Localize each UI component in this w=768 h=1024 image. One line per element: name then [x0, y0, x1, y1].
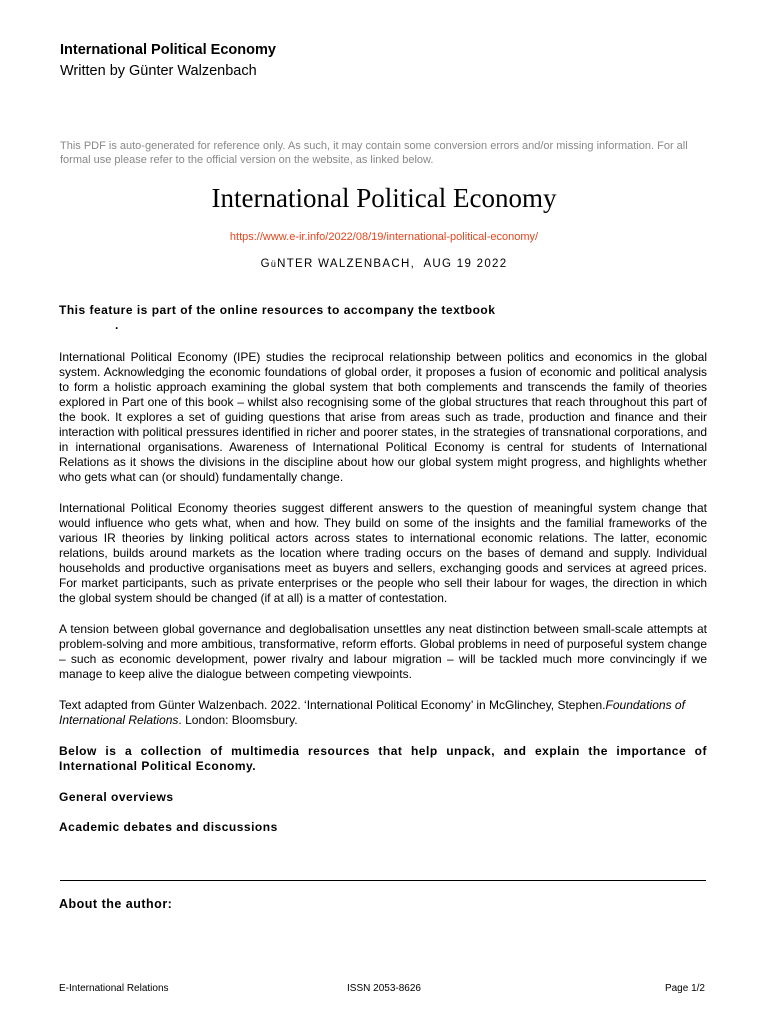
article-byline: [0, 258, 768, 270]
citation-book-title: Foundations of International Relations: [59, 698, 685, 727]
footer-issn: ISSN 2053-8626: [347, 983, 421, 994]
about-author-heading: About the author:: [59, 897, 173, 911]
byline-date: AUG 19 2022: [423, 258, 508, 270]
byline-author-smallcaps: ü: [270, 259, 278, 269]
article-title: International Political Economy: [211, 183, 557, 213]
citation: [59, 698, 707, 728]
header-author: Written by Günter Walzenbach: [60, 63, 257, 79]
footer-page-number: Page 1/2: [664, 983, 705, 994]
byline-author-rest: NTER WALZENBACH,: [277, 258, 416, 270]
disclaimer-text: This PDF is auto-generated for reference only. As such, it may contain some conversion errors and/or missing information. For all formal use please refer to the official version on the website, as linked below.: [60, 140, 688, 166]
section-academic-debates: Academic debates and discussions: [59, 820, 278, 834]
paragraph-3: A tension between global governance and deglobalisation unsettles any neat distinction between small-scale attempts at problem-solving and more ambitious, transformative, reform efforts. Global problems in need of purposeful system change – such as economic development, power rivalry and labour migration – will be tackled much more convincingly if we manage to keep alive the dialogue between competing viewpoints.: [59, 622, 707, 681]
paragraph-1: International Political Economy (IPE) studies the reciprocal relationship between politics and economics in the global system. Acknowledging the economic foundations of global order, it proposes a fusion of economic and political analysis to form a holistic approach examining the global system that both complements and transcends the family of theories explored in Part one of this book – whilst also recognising some of the global structures that reach throughout this part of the book. It explores a set of guiding questions that arise from areas such as trade, production and finance and their interaction with political pressures identified in richer and poorer states, in the strategies of transnational corporations, and in international organisations. Awareness of International Political Economy is central for students of International Relations as it shows the divisions in the discipline about how our global system might progress, and highlights whether who gets what can (or should) fundamentally change.: [59, 350, 707, 484]
collection-intro: Below is a collection of multimedia resources that help unpack, and explain the importance of International Political Economy.: [59, 744, 707, 773]
article-url-link[interactable]: https://www.e-ir.info/2022/08/19/international-political-economy/: [229, 231, 539, 243]
citation-prefix: Text adapted from Günter Walzenbach. 2022. ‘International Political Economy’ in McGlinchey, Stephen.: [59, 698, 606, 712]
citation-suffix: . London: Bloomsbury.: [178, 713, 298, 727]
intro-dot: .: [115, 318, 119, 332]
footer-publisher: E-International Relations: [59, 983, 169, 994]
byline-author-initial: G: [260, 258, 271, 270]
intro-statement: This feature is part of the online resources to accompany the textbook: [59, 303, 496, 317]
paragraph-2: International Political Economy theories suggest different answers to the question of meaningful system change that would influence who gets what, when and how. They build on some of the insights and the familial frameworks of the various IR theories by linking political actors across states to international economic relations. The latter, economic relations, builds around markets as the location where trading occurs on the bases of demand and supply. Individual households and productive organisations meet as buyers and sellers, exchanging goods and services at agreed prices. For market participants, such as private enterprises or the people who sell their labour for wages, the direction in which the global system should be changed (if at all) is a matter of contestation.: [59, 501, 707, 605]
header-title: International Political Economy: [60, 42, 276, 58]
divider-rule: [60, 880, 706, 881]
section-general-overviews: General overviews: [59, 790, 174, 804]
